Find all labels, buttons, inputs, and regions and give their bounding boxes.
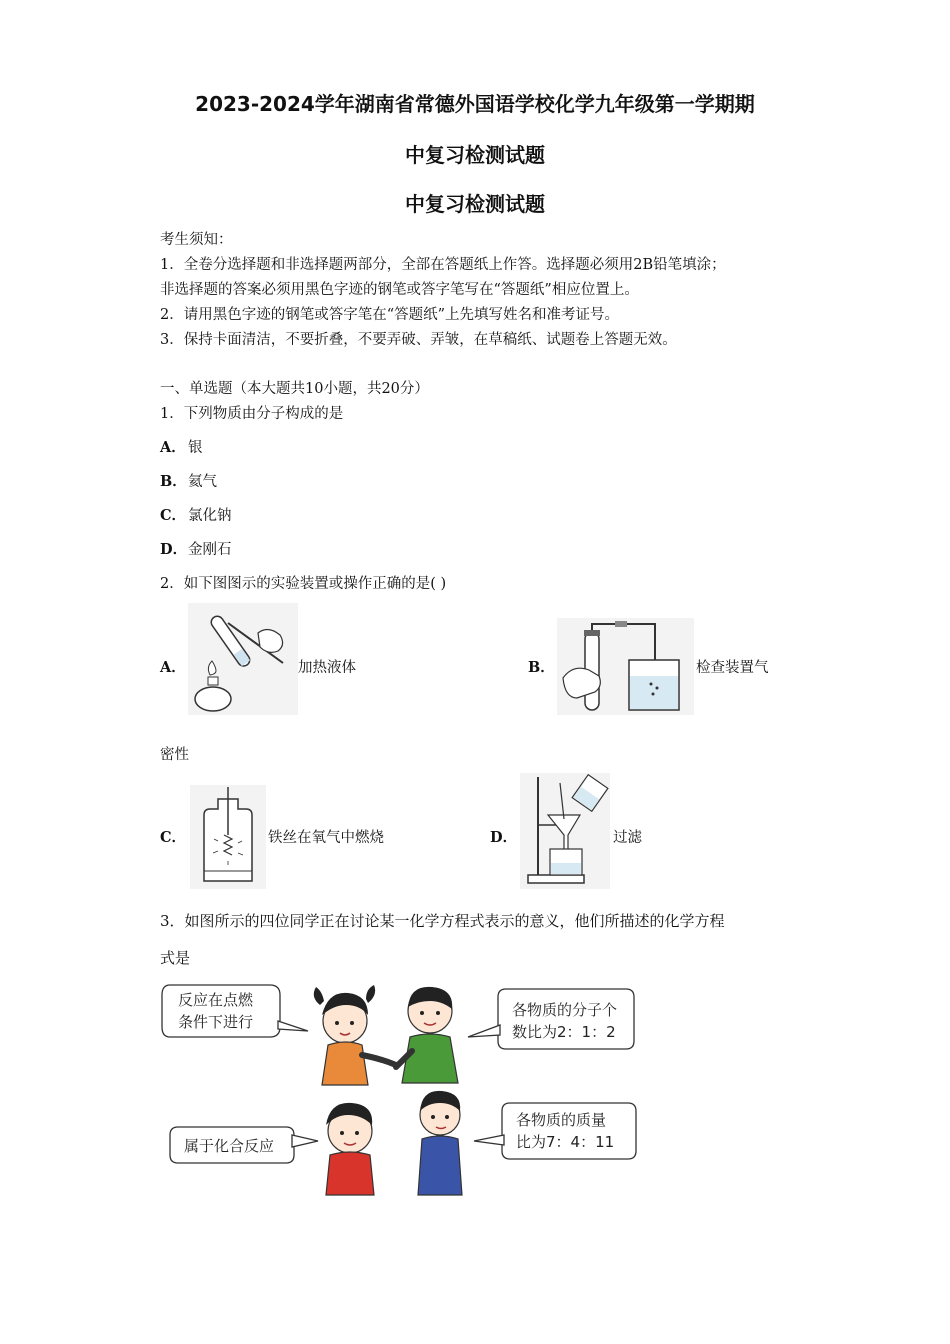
bubble-bottom-right-line2: 比为7：4：11 — [516, 1133, 615, 1151]
heating-liquid-figure — [188, 603, 298, 715]
q2-option-a-letter: A． — [160, 659, 186, 676]
q1-option-d-text: 金刚石 — [188, 542, 232, 558]
bubble-top-right-line2: 数比为2：1：2 — [512, 1023, 616, 1041]
notice-item-3: 3．保持卡面清洁，不要折叠，不要弄破、弄皱，在草稿纸、试题卷上答题无效。 — [160, 332, 677, 348]
q2-option-b-wrap-text: 密性 — [160, 747, 189, 763]
question-3-stem-line2: 式是 — [160, 949, 191, 967]
q2-option-b-text: 检查装置气 — [696, 660, 769, 676]
q1-option-c-text: 氯化钠 — [188, 508, 232, 524]
notice-item-2: 2．请用黑色字迹的钢笔或答字笔在“答题纸”上先填写姓名和准考证号。 — [160, 307, 620, 323]
notice-item-1: 1．全卷分选择题和非选择题两部分，全部在答题纸上作答。选择题必须用2B铅笔填涂； — [160, 257, 726, 273]
airtightness-check-figure — [557, 618, 694, 715]
q2-option-d-letter: D． — [490, 829, 518, 846]
notice-heading: 考生须知： — [160, 232, 233, 248]
student-boy-blue-figure — [418, 1091, 462, 1195]
q2-option-b-letter: B． — [528, 659, 555, 676]
question-1-stem: 1．下列物质由分子构成的是 — [160, 406, 344, 422]
iron-wire-burning-figure — [190, 785, 266, 889]
students-discussion-figure — [160, 975, 640, 1200]
q1-option-a-letter: A． — [160, 439, 186, 456]
page-title-line3: 中复习检测试题 — [405, 192, 545, 216]
bubble-top-left-line2: 条件下进行 — [178, 1013, 254, 1031]
bubble-top-left-line1: 反应在点燃 — [178, 991, 254, 1009]
q1-option-b-text: 氦气 — [188, 474, 217, 490]
filtration-figure — [520, 773, 610, 889]
question-3-stem-line1: 3．如图所示的四位同学正在讨论某一化学方程式表示的意义，他们所描述的化学方程 — [160, 912, 725, 930]
bubble-bottom-right-line1: 各物质的质量 — [516, 1111, 607, 1129]
notice-item-1-cont: 非选择题的答案必须用黑色字迹的钢笔或答字笔写在“答题纸”相应位置上。 — [160, 282, 639, 298]
page-title-line2: 中复习检测试题 — [405, 143, 545, 167]
section-heading: 一、单选题（本大题共10小题，共20分） — [160, 381, 429, 397]
student-boy-green-figure — [396, 987, 458, 1083]
q2-option-a-text: 加热液体 — [298, 660, 356, 676]
q2-option-d-text: 过滤 — [613, 830, 642, 846]
q2-option-c-text: 铁丝在氧气中燃烧 — [268, 830, 384, 846]
q1-option-b-letter: B． — [160, 473, 187, 490]
q1-option-c-letter: C． — [160, 507, 187, 524]
q2-option-c-letter: C． — [160, 829, 187, 846]
student-girl-figure — [314, 985, 396, 1085]
q1-option-a-text: 银 — [188, 440, 203, 456]
question-2-stem: 2．如下图图示的实验装置或操作正确的是( ) — [160, 576, 447, 592]
student-boy-red-figure — [326, 1103, 374, 1195]
bubble-top-right-line1: 各物质的分子个 — [512, 1001, 618, 1019]
q1-option-d-letter: D． — [160, 541, 188, 558]
page-title-line1: 2023-2024学年湖南省常德外国语学校化学九年级第一学期期 — [195, 92, 755, 116]
bubble-bottom-left-text: 属于化合反应 — [184, 1137, 275, 1155]
